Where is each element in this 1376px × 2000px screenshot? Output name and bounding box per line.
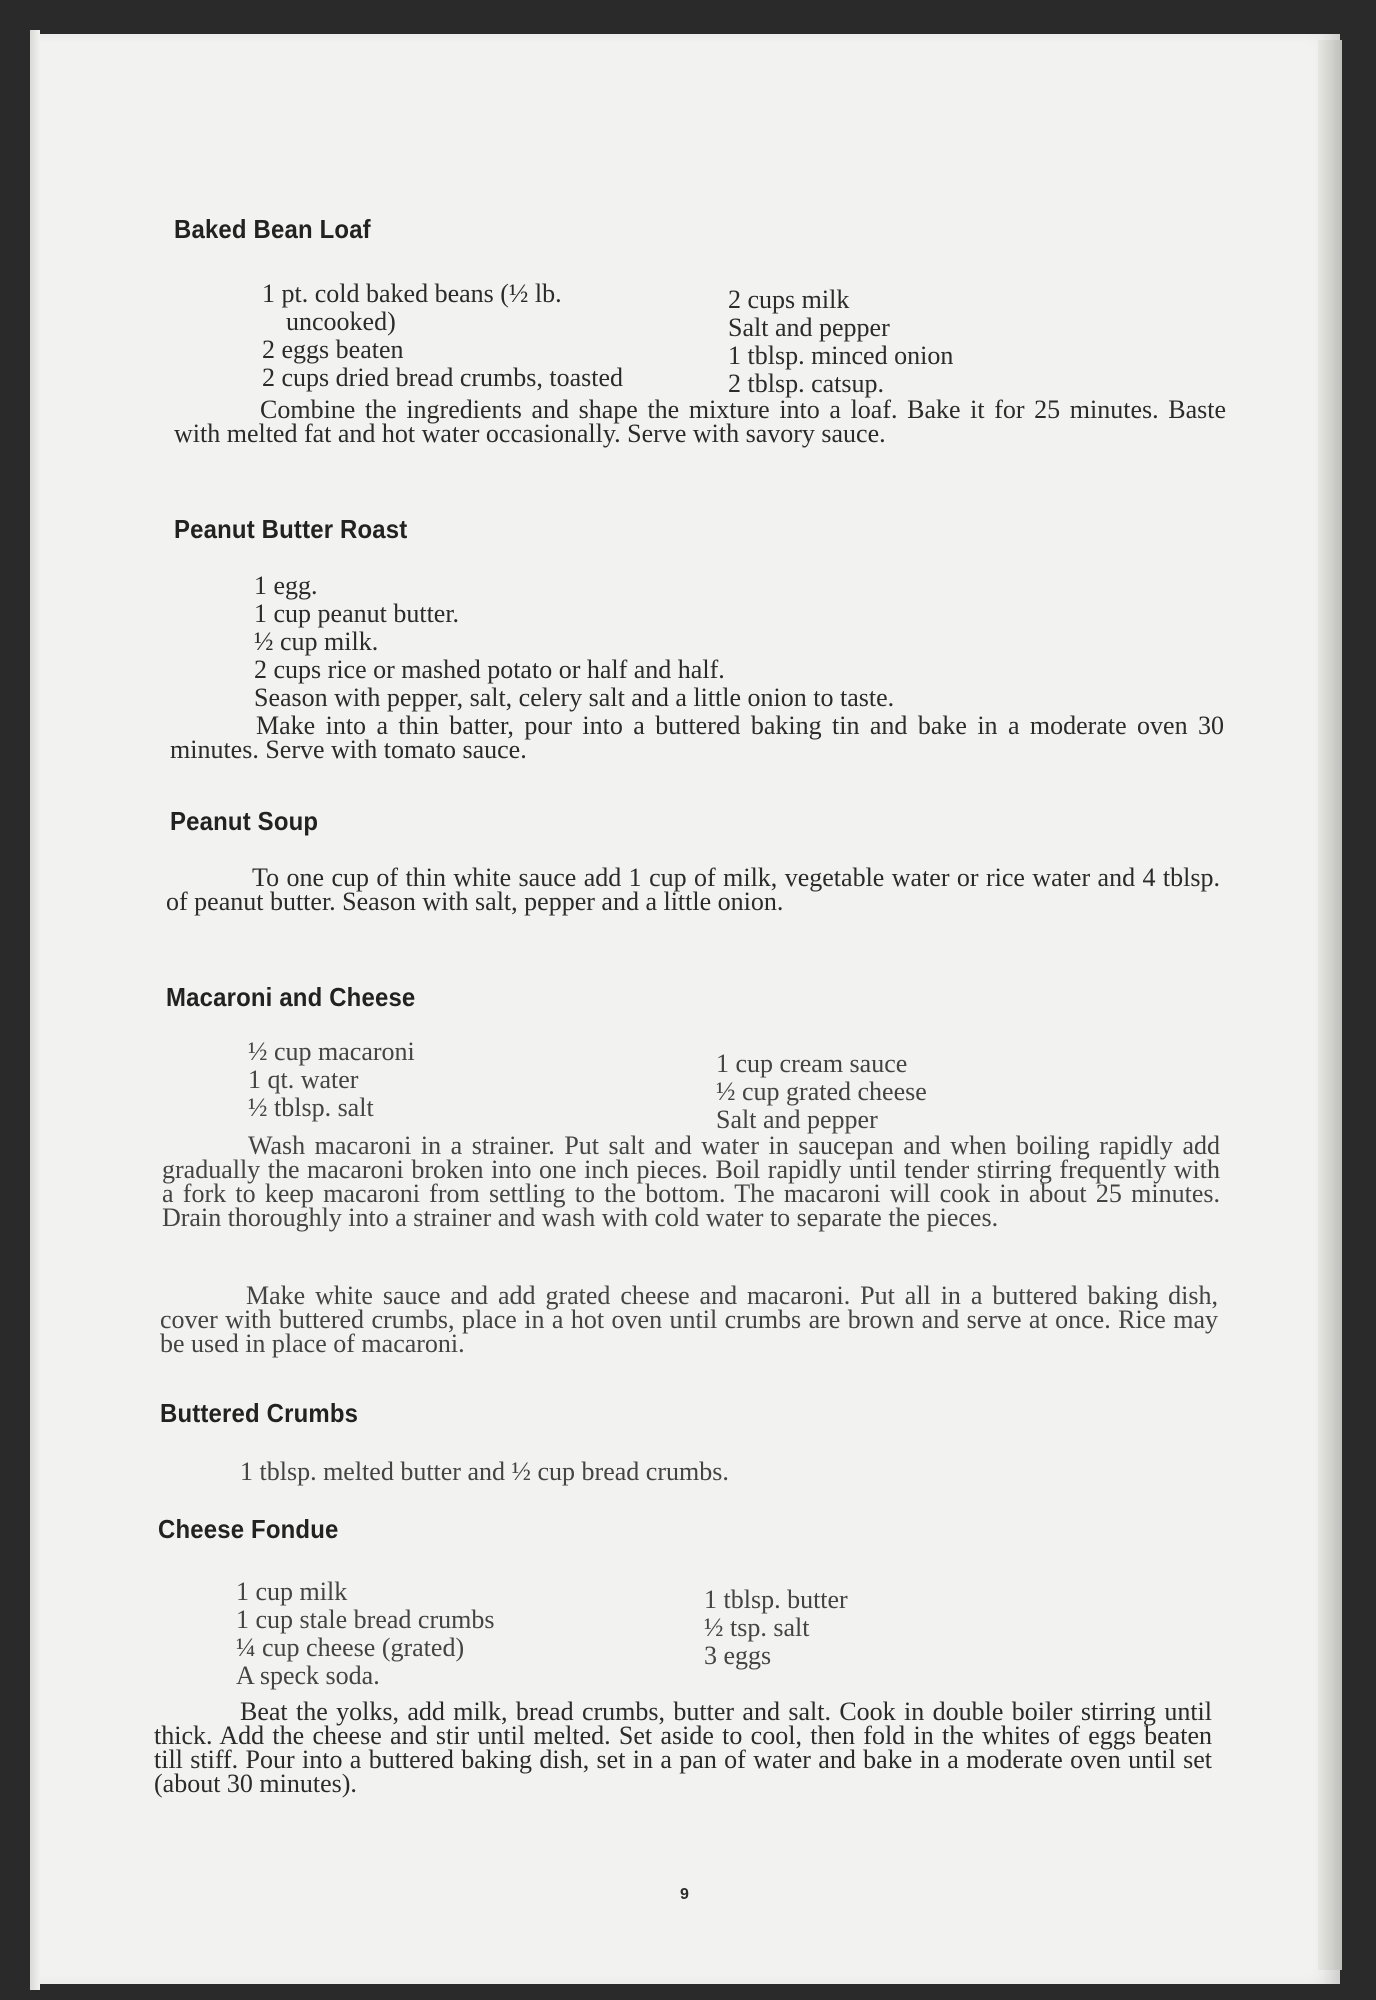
- recipe-title: Peanut Soup: [170, 806, 319, 836]
- ingredient: 2 cups dried bread crumbs, toasted: [262, 363, 624, 392]
- recipe-directions: Combine the ingredients and shape the mixture into a loaf. Bake it for 25 minutes. Baste with melted fat and hot water occasionally. Serve with savory sauce.: [174, 395, 1226, 448]
- ingredient: A speck soda.: [236, 1661, 380, 1690]
- ingredient: Salt and pepper: [716, 1105, 878, 1134]
- recipe-directions: Make into a thin batter, pour into a buttered baking tin and bake in a moderate oven 30 minutes. Serve with tomato sauce.: [170, 711, 1224, 764]
- recipe-title: Peanut Butter Roast: [174, 514, 408, 544]
- ingredient: ½ tblsp. salt: [248, 1093, 374, 1122]
- ingredient: 1 egg.: [254, 571, 318, 600]
- ingredient: 3 eggs: [704, 1641, 772, 1670]
- recipe-title: Cheese Fondue: [158, 1514, 339, 1544]
- ingredient: 1 tblsp. minced onion: [728, 341, 954, 370]
- ingredient: 1 tblsp. butter: [704, 1585, 848, 1614]
- ingredient: ½ tsp. salt: [704, 1613, 810, 1642]
- ingredient: ½ cup milk.: [254, 627, 379, 656]
- recipe-title: Baked Bean Loaf: [174, 214, 371, 244]
- ingredient: ¼ cup cheese (grated): [236, 1633, 465, 1662]
- recipe-title: Macaroni and Cheese: [166, 982, 416, 1012]
- ingredient: 2 cups rice or mashed potato or half and half.: [254, 655, 725, 684]
- ingredient: 2 eggs beaten: [262, 335, 404, 364]
- recipe-directions: Wash macaroni in a strainer. Put salt and water in saucepan and when boiling rapidly add gradually the macaroni broken into one inch pieces. Boil rapidly until tender stirring frequently with a fork to keep macaroni from settling to the bottom. The macaroni will cook in about 25 minutes. Drain thoroughly into a strainer and wash with cold water to separate the pieces.: [162, 1131, 1220, 1232]
- recipe-title: Buttered Crumbs: [160, 1398, 359, 1428]
- book-page: [40, 34, 1340, 1984]
- ingredient: ½ cup macaroni: [248, 1037, 415, 1066]
- ingredient: 2 tblsp. catsup.: [728, 369, 884, 398]
- ingredient: 1 cup milk: [236, 1577, 348, 1606]
- recipe-directions: To one cup of thin white sauce add 1 cup of milk, vegetable water or rice water and 4 tblsp. of peanut butter. Season with salt, pepper and a little onion.: [166, 863, 1220, 916]
- recipe-directions: 1 tblsp. melted butter and ½ cup bread crumbs.: [240, 1457, 729, 1486]
- ingredient: ½ cup grated cheese: [716, 1077, 927, 1106]
- ingredient: 1 pt. cold baked beans (½ lb.: [262, 279, 562, 308]
- page-number: 9: [680, 1886, 689, 1903]
- ingredient: Salt and pepper: [728, 313, 890, 342]
- ingredient: 1 cup stale bread crumbs: [236, 1605, 495, 1634]
- page-gutter: [30, 30, 40, 1990]
- ingredient: 1 cup peanut butter.: [254, 599, 460, 628]
- recipe-directions: Make white sauce and add grated cheese and macaroni. Put all in a buttered baking dish, cover with buttered crumbs, place in a hot oven until crumbs are brown and serve at once. Rice may be used in place of macaroni.: [160, 1281, 1218, 1358]
- ingredient: 1 qt. water: [248, 1065, 359, 1094]
- ingredient: 1 cup cream sauce: [716, 1049, 908, 1078]
- ingredient: Season with pepper, salt, celery salt and a little onion to taste.: [254, 683, 895, 712]
- ingredient: uncooked): [286, 307, 396, 336]
- page-edge: [1318, 40, 1342, 1970]
- recipe-directions: Beat the yolks, add milk, bread crumbs, butter and salt. Cook in double boiler stirring until thick. Add the cheese and stir until melted. Set aside to cool, then fold in the whites of eggs beaten till stiff. Pour into a buttered baking dish, set in a pan of water and bake in a moderate oven until set (about 30 minutes).: [154, 1697, 1212, 1798]
- ingredient: 2 cups milk: [728, 285, 850, 314]
